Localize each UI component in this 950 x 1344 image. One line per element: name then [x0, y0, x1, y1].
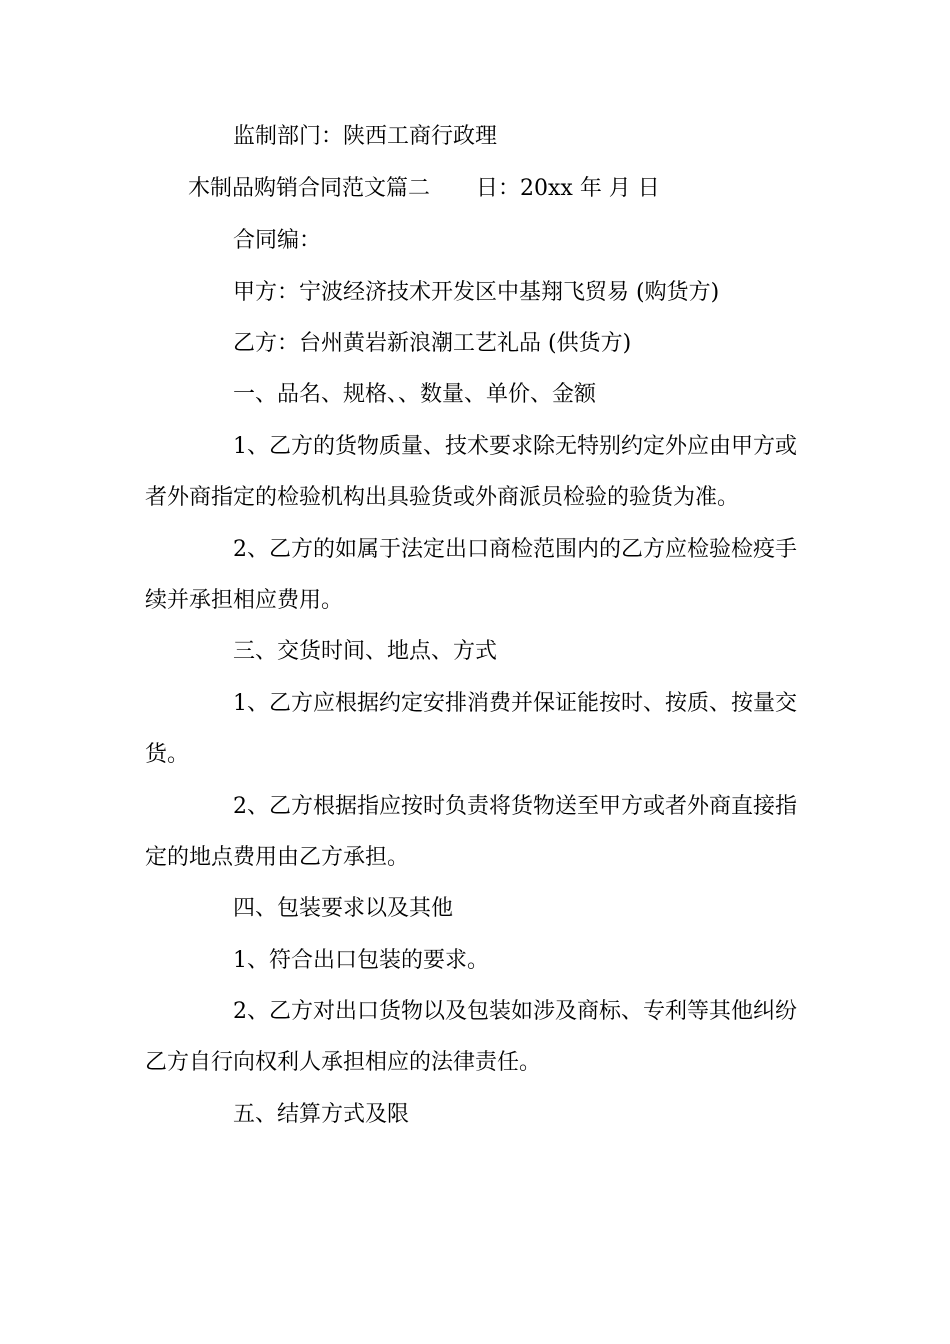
party-a-line: 甲方：宁波经济技术开发区中基翔飞贸易 (购货方) [233, 280, 720, 305]
section-3-paragraph-2-line-1: 2、乙方根据指应按时负责将货物送至甲方或者外商直接指 [233, 794, 797, 819]
contract-number-line: 合同编： [233, 228, 322, 253]
section-5-heading: 五、结算方式及限 [233, 1102, 410, 1127]
document-title: 木制品购销合同范文篇二 [188, 176, 431, 201]
section-4-paragraph-2-line-1: 2、乙方对出口货物以及包装如涉及商标、专利等其他纠纷 [233, 999, 797, 1024]
section-1-paragraph-2-line-2: 续并承担相应费用。 [145, 588, 344, 613]
date-line: 日：20xx 年 月 日 [476, 176, 660, 201]
section-3-paragraph-2-line-2: 定的地点费用由乙方承担。 [145, 845, 410, 870]
section-3-heading: 三、交货时间、地点、方式 [233, 639, 498, 664]
section-4-paragraph-1: 1、符合出口包装的要求。 [233, 948, 489, 973]
title-date-line [188, 176, 660, 202]
section-3-paragraph-1-line-1: 1、乙方应根据约定安排消费并保证能按时、按质、按量交 [233, 691, 797, 716]
supervision-line: 监制部门：陕西工商行政理 [233, 124, 498, 149]
section-1-paragraph-2-line-1: 2、乙方的如属于法定出口商检范围内的乙方应检验检疫手 [233, 537, 797, 562]
section-3-paragraph-1-line-2: 货。 [145, 742, 190, 767]
section-4-paragraph-2-line-2: 乙方自行向权利人承担相应的法律责任。 [145, 1050, 542, 1075]
section-4-heading: 四、包装要求以及其他 [233, 896, 454, 921]
section-1-paragraph-1-line-1: 1、乙方的货物质量、技术要求除无特别约定外应由甲方或 [233, 434, 797, 459]
party-b-line: 乙方：台州黄岩新浪潮工艺礼品 (供货方) [233, 331, 632, 356]
section-1-paragraph-1-line-2: 者外商指定的检验机构出具验货或外商派员检验的验货为准。 [145, 485, 740, 510]
section-1-heading: 一、品名、规格、、数量、单价、金额 [233, 382, 597, 407]
